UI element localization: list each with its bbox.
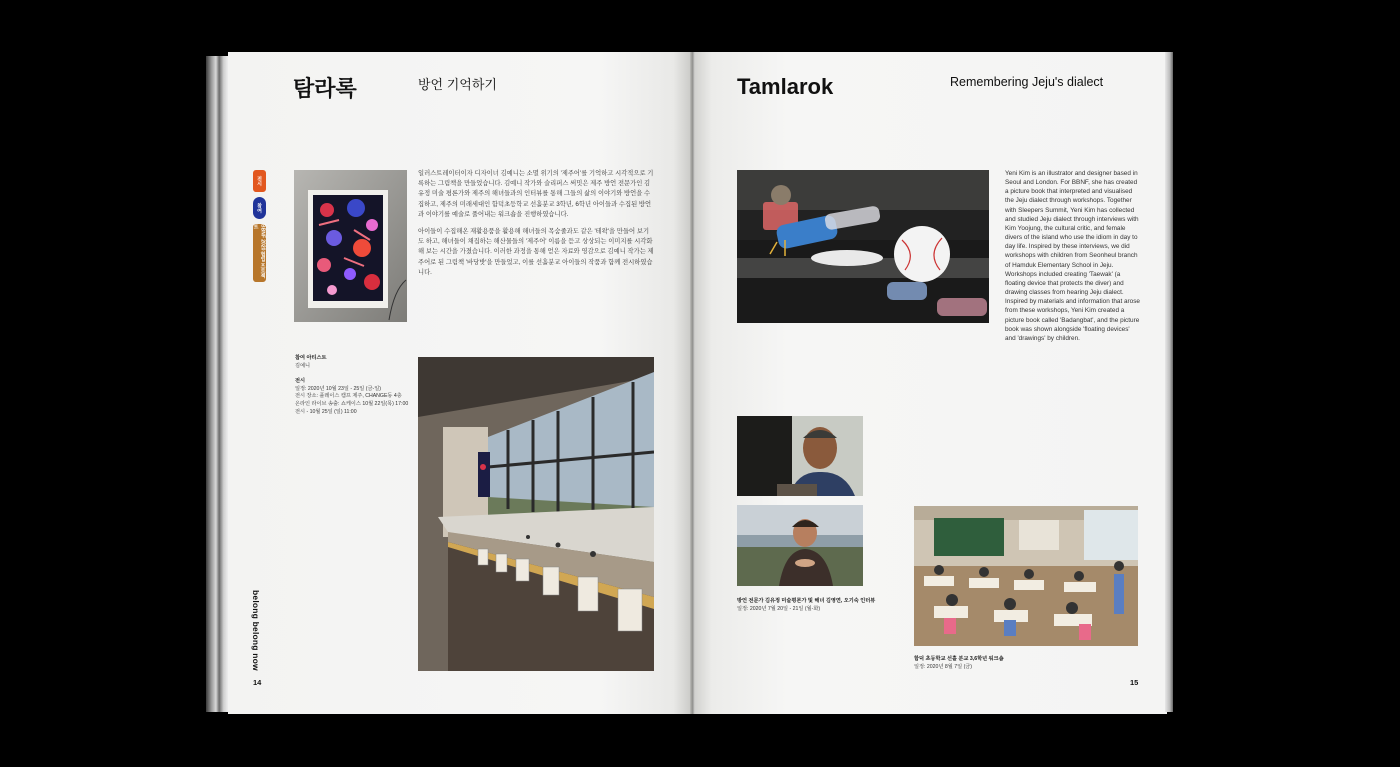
- info-line: 전시 장소: 플레이스 캠프 제주, CHANGE동 4층: [295, 393, 402, 400]
- page-subtitle-ko: 방언 기억하기: [418, 77, 497, 92]
- exhibit-heading: 전시: [295, 378, 306, 385]
- caption-workshop: [914, 656, 1084, 671]
- interview-woman-photo: [737, 505, 863, 586]
- book-page-edges-left: [206, 56, 228, 712]
- page-number-left: 14: [253, 678, 262, 687]
- page-title-en: Tamlarok: [737, 74, 834, 99]
- info-line: 일정: 2020년 10월 23일 - 25일 (금-일): [295, 385, 381, 392]
- tag-exhibition: 전시: [253, 170, 266, 192]
- tag-project: BBNF 2020 협업 프로젝트: [253, 224, 266, 282]
- caption-interview-date: 일정: 2020년 7월 20일 - 21일 (월-화): [737, 605, 821, 612]
- interview-man-photo: [737, 416, 863, 496]
- page-subtitle-en: Remembering Jeju's dialect: [950, 75, 1104, 89]
- body-text-ko: [418, 169, 654, 285]
- caption-interview-title: 방언 전문가 김유정 미술평론가 및 해녀 김영연, 오기숙 인터뷰: [737, 598, 876, 604]
- tag-participation: 참여: [253, 197, 266, 219]
- poster-photo: [294, 170, 407, 322]
- book-page-edges-right: [1165, 52, 1173, 712]
- vertical-brand-text: belong belong now: [251, 590, 261, 671]
- artist-heading: 참여 아티스트: [295, 355, 327, 361]
- page-number-right: 15: [1130, 678, 1139, 687]
- taewak-objects-photo: [737, 170, 989, 323]
- info-line: 온라인 라이브 송출: 쇼케이스 10월 22일(목) 17:00: [295, 400, 409, 407]
- artist-name: 김예니: [295, 362, 311, 369]
- body-paragraph-2: 아이들이 수집해온 재활용품을 활용해 해녀들의 목숨줄과도 같은 '테왁'을 만들어 보기도 하고, 해녀들이 채집하는 해산물들의 '제주어' 이름을 듣고 상상되는 이미지를 시각화해 보는 시간을 가졌습니다. 이러한 과정을 통해 얻은 자료와 영감으로 김예니 작가는 제주어로 된 그림책 '바당밧'을 만들었고, 이를 선흘분교 아이들의 작품과 함께 전시하였습니다.: [418, 228, 654, 276]
- classroom-workshop-photo: [914, 506, 1138, 646]
- gallery-photo: [418, 357, 654, 671]
- body-text-en: Yeni Kim is an illustrator and designer based in Seoul and London. For BBNF, she has created a picture book that interpreted and visualised the Jeju dialect through workshops. Together with Sleepers Summit, Yeni Kim has collected and studied Jeju dialect through interviews with Kim Yoojung, the cultural critic, and female divers of the island who use the idiom in day to day life. Inspired by these interviews, we did workshops with children from Seonheul branch of Hamduk Elementary School in Jeju. Workshops included creating 'Taewak' (a floating device that protects the diver) and drawing classes from hearing Jeju dialect. Inspired by materials and information that arose from these workshops, Yeni Kim created a picture book called 'Badangbat', and the picture book was shown alongside 'floating devices' and 'drawings' by children.: [1005, 170, 1140, 342]
- caption-workshop-title: 함덕 초등학교 선흘 분교 3,6학년 워크숍: [914, 656, 1004, 662]
- body-paragraph-1: 일러스트레이터이자 디자이너 김예니는 소멸 위기의 '제주어'를 기억하고 시각적으로 기록하는 그림책을 만들었습니다. 김예니 작가와 슬리퍼스 써밋은 제주 방언 전문가인 김유정 미술 평론가와 제주의 해녀들과의 인터뷰를 통해 그들의 삶의 이야기와 방언을 수집하고, 제주의 미래세대인 함덕초등학교 선흘분교 3학년, 6학년 아이들과 수집된 방언과 이야기를 예술로 풀어내는 워크숍을 진행하였습니다.: [418, 170, 654, 218]
- exhibition-info: [295, 355, 410, 416]
- caption-workshop-date: 일정: 2020년 8월 7일 (금): [914, 663, 973, 670]
- book-spine: [690, 52, 695, 714]
- caption-interview: [737, 598, 907, 613]
- page-title-ko: 탐라록: [293, 76, 357, 101]
- info-line: 전시 - 10월 25일 (일) 11:00: [295, 408, 357, 415]
